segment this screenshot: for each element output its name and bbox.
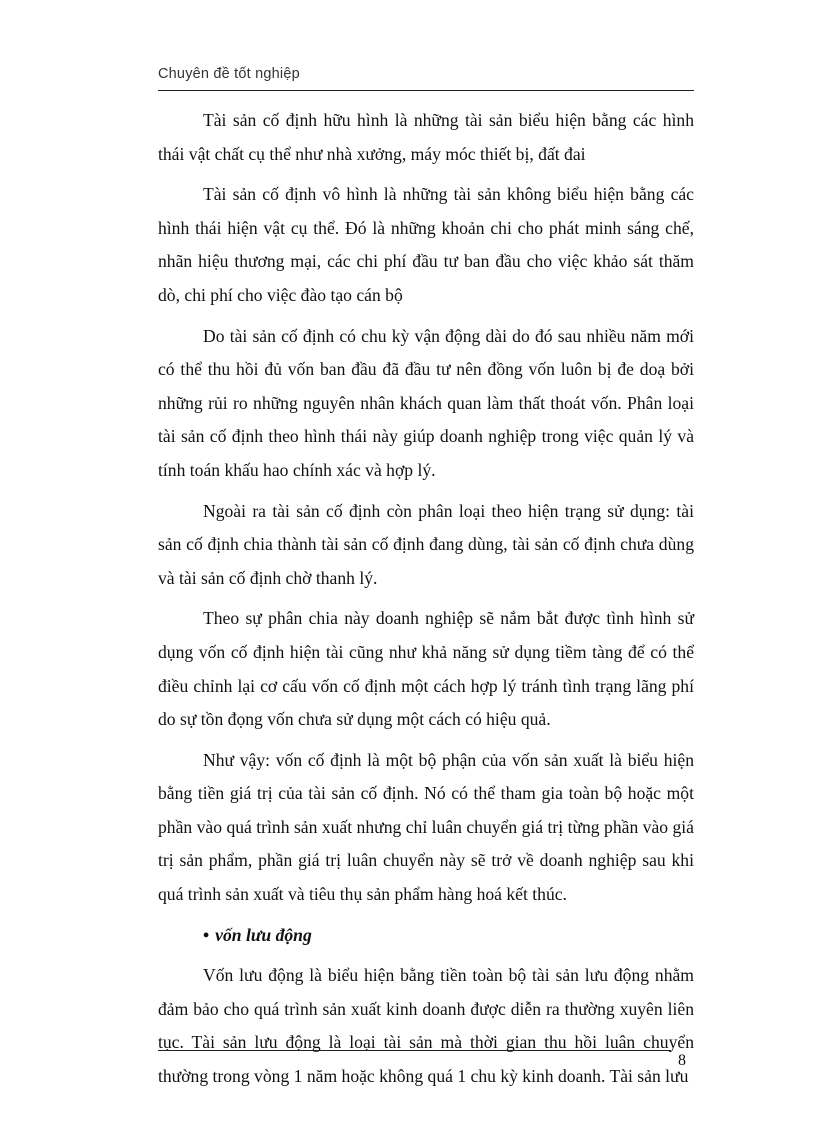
paragraph-usage-classification: Ngoài ra tài sản cố định còn phân loại theo hiện trạng sử dụng: tài sản cố định chia thành tài sản cố định đang dùng, tài sản cố định chưa dùng và tài sản cố định chờ thanh lý.	[158, 500, 694, 588]
page-header	[158, 64, 694, 91]
paragraph-tangible-assets: Tài sản cố định hữu hình là những tài sản biểu hiện bằng các hình thái vật chất cụ thể như nhà xưởng, máy móc thiết bị, đất đai	[158, 110, 694, 164]
paragraph-depreciation: Do tài sản cố định có chu kỳ vận động dài do đó sau nhiều năm mới có thể thu hồi đủ vốn ban đầu đã đầu tư nên đồng vốn luôn bị đe doạ bởi những rủi ro những nguyên nhân khách quan làm thất thoát vốn. Phân loại tài sản cố định theo hình thái này giúp doanh nghiệp trong việc quản lý và tính toán khấu hao chính xác và hợp lý.	[158, 325, 694, 480]
footer-divider	[158, 1050, 671, 1051]
paragraph-fixed-capital-summary: Như vậy: vốn cố định là một bộ phận của vốn sản xuất là biểu hiện bằng tiền giá trị của tài sản cố định. Nó có thể tham gia toàn bộ hoặc một phần vào quá trình sản xuất nhưng chỉ luân chuyển giá trị từng phần vào giá trị sản phẩm, phần giá trị luân chuyển này sẽ trở về doanh nghiệp sau khi quá trình sản xuất và tiêu thụ sản phẩm hàng hoá kết thúc.	[158, 749, 694, 905]
bullet-icon: •	[203, 924, 210, 945]
document-body	[158, 104, 694, 1101]
header-title: Chuyên đề tốt nghiệp	[158, 66, 300, 82]
paragraph-intangible-assets: Tài sản cố định vô hình là những tài sản không biểu hiện bằng các hình thái hiện vật cụ thể. Đó là những khoản chi cho phát minh sáng chế, nhãn hiệu thương mại, các chi phí đầu tư ban đầu cho việc khảo sát thăm dò, chi phí cho việc đào tạo cán bộ	[158, 184, 694, 305]
section-heading-working-capital	[158, 919, 694, 953]
paragraph-working-capital: Vốn lưu động là biểu hiện bằng tiền toàn bộ tài sản lưu động nhằm đảm bảo cho quá trình sản xuất kinh doanh được diễn ra thường xuyên liên tục. Tài sản lưu động là loại tài sản mà thời gian thu hồi luân chuyển thường trong vòng 1 năm hoặc không quá 1 chu kỳ kinh doanh. Tài sản lưu	[158, 965, 694, 1087]
section-heading-text: vốn lưu động	[215, 924, 312, 945]
page-number: 8	[678, 1052, 686, 1069]
paragraph-capital-structure: Theo sự phân chia này doanh nghiệp sẽ nắm bắt được tình hình sử dụng vốn cố định hiện tài cũng như khả năng sử dụng tiềm tàng để có thể điều chỉnh lại cơ cấu vốn cố định một cách hợp lý tránh tình trạng lãng phí do sự tồn đọng vốn chưa sử dụng một cách có hiệu quả.	[158, 608, 694, 730]
